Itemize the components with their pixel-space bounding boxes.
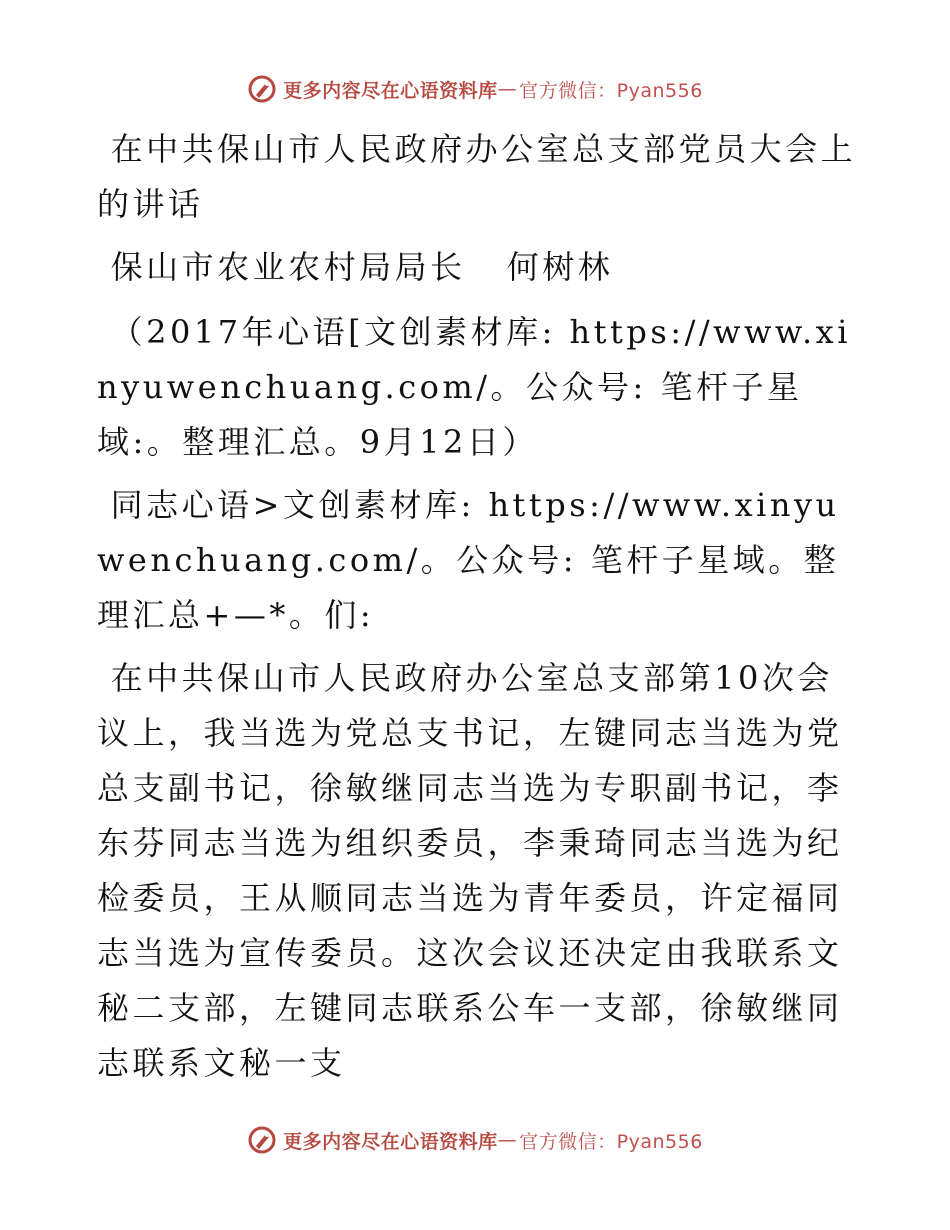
document-source-note: （2017年心语[文创素材库: https://www.xinyuwenchuang.com/。公众号: 笔杆子星域:。整理汇总。9月12日）	[97, 313, 851, 461]
banner-separator: —	[497, 1129, 518, 1151]
footer-banner	[0, 1120, 950, 1160]
banner-brand-text: 更多内容尽在心语资料库	[283, 1130, 498, 1153]
pen-logo-icon	[247, 74, 277, 104]
document-paragraph: 在中共保山市人民政府办公室总支部第10次会议上，我当选为党总支书记，左键同志当选为党总支副书记，徐敏继同志当选为专职副书记，李东芬同志当选为组织委员，李秉琦同志当选为纪检委员，王从顺同志当选为青年委员，许定福同志当选为宣传委员。这次会议还决定由我联系文秘二支部，左键同志联系公车一支部，徐敏继同志联系文秘一支	[97, 659, 843, 1082]
document-body	[97, 122, 857, 1091]
document-title: 在中共保山市人民政府办公室总支部党员大会上的讲话	[97, 130, 857, 223]
banner-separator: —	[497, 78, 518, 100]
document-salutation: 同志心语>文创素材库: https://www.xinyuwenchuang.com/。公众号: 笔杆子星域。整理汇总+—*。们:	[97, 486, 840, 634]
banner-wechat-text: 官方微信：Pyan556	[519, 1130, 703, 1153]
header-banner	[0, 69, 950, 109]
pen-logo-icon	[247, 1125, 277, 1155]
banner-brand-text: 更多内容尽在心语资料库	[283, 79, 498, 102]
banner-wechat-text: 官方微信：Pyan556	[519, 79, 703, 102]
document-author: 保山市农业农村局局长 何树林	[97, 248, 614, 286]
